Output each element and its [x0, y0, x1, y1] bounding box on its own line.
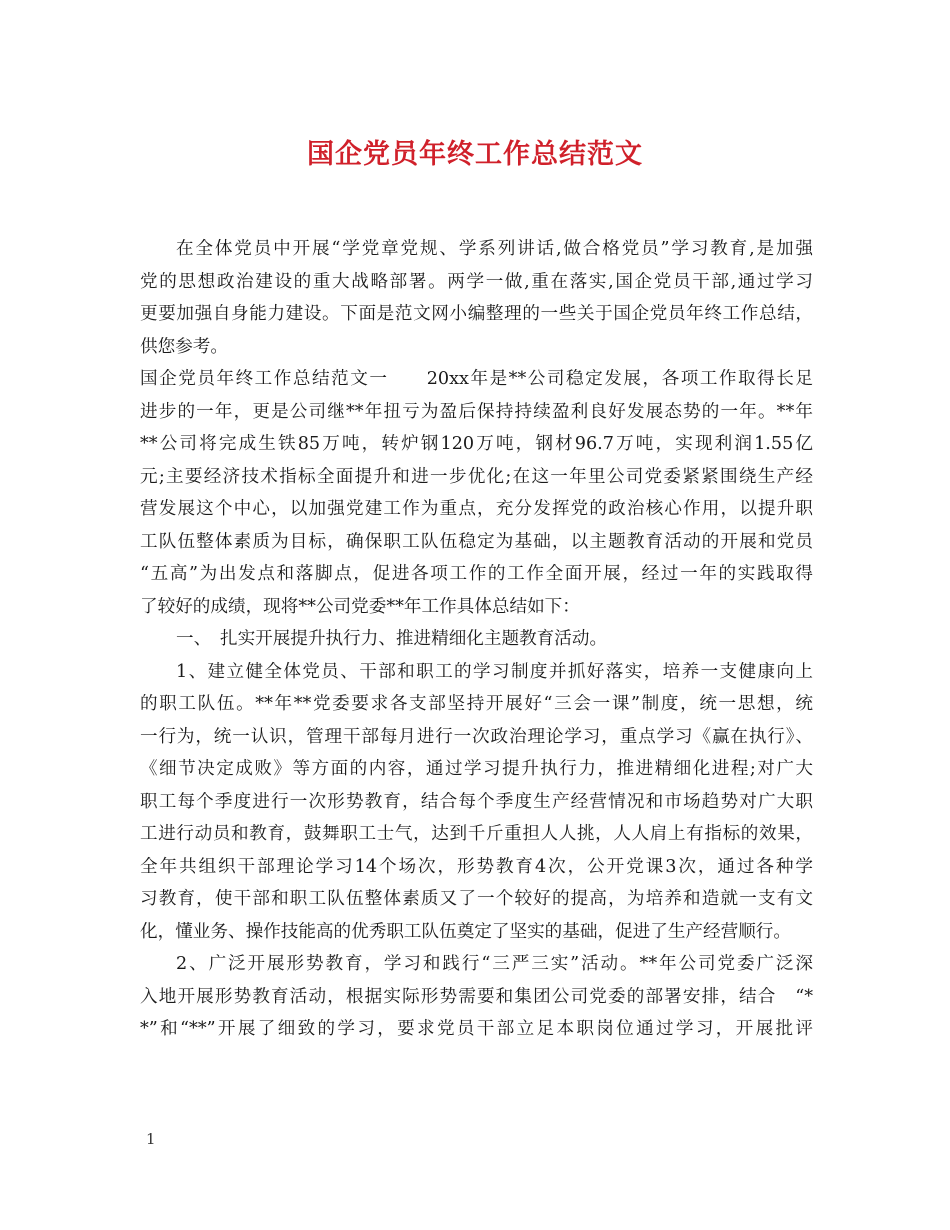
text-line: 工进行动员和教育，鼓舞职工士气，达到千斤重担人人挑，人人肩上有指标的效果， [140, 824, 813, 844]
text-line: 化，懂业务、操作技能高的优秀职工队伍奠定了坚实的基础，促进了生产经营顺行。 [140, 921, 791, 942]
text-line: *”和“**”开展了细致的学习，要求党员干部立足本职岗位通过学习，开展批评 [140, 1019, 813, 1039]
text-line: 《细节决定成败》等方面的内容，通过学习提升执行力，推进精细化进程;对广大 [140, 759, 813, 779]
text-line: 2、广泛开展形势教育，学习和践行“三严三实”活动。**年公司党委广泛深 [176, 954, 813, 974]
text-line: 职工每个季度进行一次形势教育，结合每个季度生产经营情况和市场趋势对广大职 [140, 791, 813, 812]
text-line: 习教育，使干部和职工队伍整体素质又了一个较好的提高，为培养和造就一支有文 [140, 889, 813, 909]
text-line: 1、建立健全体党员、干部和职工的学习制度并抓好落实，培养一支健康向上 [176, 661, 813, 682]
text-line: 在全体党员中开展“学党章党规、学系列讲话,做合格党员”学习教育,是加强 [176, 239, 813, 259]
text-line: 的职工队伍。**年**党委要求各支部坚持开展好“三会一课”制度，统一思想，统 [140, 694, 813, 714]
text-line: 党的思想政治建设的重大战略部署。两学一做,重在落实,国企党员干部,通过学习 [140, 271, 813, 292]
text-line: 全年共组织干部理论学习14个场次，形势教育4次，公开党课3次，通过各种学 [140, 856, 813, 877]
document-title: 国企党员年终工作总结范文 [307, 139, 643, 170]
text-line: 国企党员年终工作总结范文一 20xx年是**公司稳定发展，各项工作取得长足 [140, 369, 813, 389]
text-line: 供您参考。 [140, 336, 228, 357]
text-line: 入地开展形势教育活动，根据实际形势需要和集团公司党委的部署安排，结合 “* [140, 986, 813, 1007]
text-line: 一行为，统一认识，管理干部每月进行一次政治理论学习，重点学习《赢在执行》、 [140, 726, 813, 747]
page-number: 1 [146, 1130, 156, 1148]
text-line: 营发展这个中心，以加强党建工作为重点，充分发挥党的政治核心作用，以提升职 [140, 499, 813, 519]
text-line: 更要加强自身能力建设。下面是范文网小编整理的一些关于国企党员年终工作总结， [140, 304, 813, 324]
text-line: **公司将完成生铁85万吨，转炉钢120万吨，钢材96.7万吨，实现利润1.55亿 [140, 434, 813, 454]
text-line: 一、 扎实开展提升执行力、推进精细化主题教育活动。 [176, 629, 608, 649]
document-body [140, 233, 813, 1046]
text-line: 工队伍整体素质为目标，确保职工队伍稳定为基础，以主题教育活动的开展和党员 [140, 531, 813, 552]
text-line: “五高”为出发点和落脚点，促进各项工作的工作全面开展，经过一年的实践取得 [140, 564, 813, 584]
text-line: 了较好的成绩，现将**公司党委**年工作具体总结如下： [140, 596, 580, 617]
text-line: 元;主要经济技术指标全面提升和进一步优化;在这一年里公司党委紧紧围绕生产经 [140, 466, 813, 487]
text-line: 进步的一年，更是公司继**年扭亏为盈后保持持续盈利良好发展态势的一年。**年 [140, 401, 813, 422]
